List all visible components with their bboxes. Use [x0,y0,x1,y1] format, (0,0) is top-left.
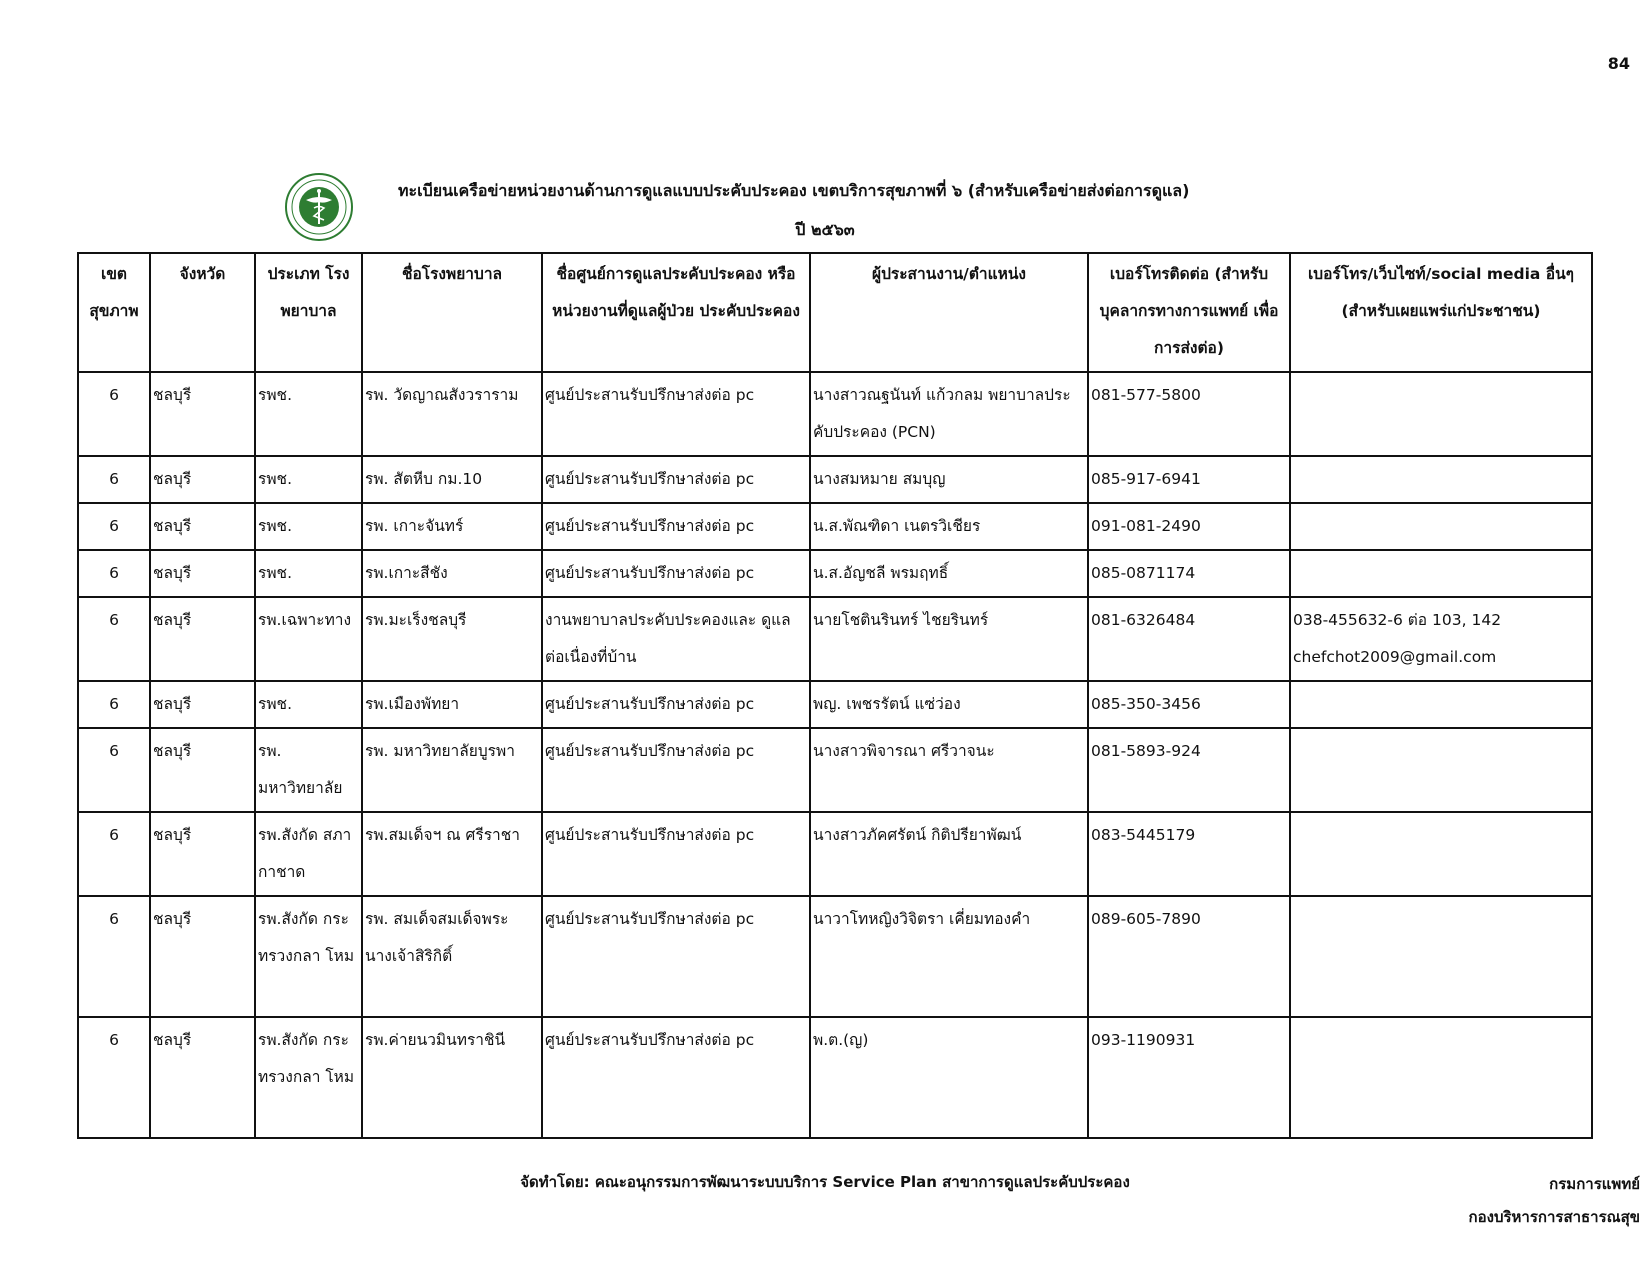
cell-public-contact [1290,896,1592,1017]
cell-hospital-name: รพ. วัดญาณสังวราราม [362,372,542,456]
cell-referral-phone: 091-081-2490 [1088,503,1290,550]
cell-hospital-name: รพ. เกาะจันทร์ [362,503,542,550]
palliative-care-network-table [77,252,1593,1139]
table-row [78,503,1592,550]
cell-referral-phone: 085-350-3456 [1088,681,1290,728]
column-header: ชื่อโรงพยาบาล [362,253,542,372]
table-row [78,597,1592,681]
cell-province: ชลบุรี [150,597,255,681]
column-header: จังหวัด [150,253,255,372]
cell-health-zone: 6 [78,728,150,812]
cell-hospital-type: รพช. [255,550,362,597]
cell-province: ชลบุรี [150,1017,255,1138]
cell-province: ชลบุรี [150,550,255,597]
cell-public-contact [1290,503,1592,550]
cell-hospital-type: รพช. [255,372,362,456]
table-row [78,550,1592,597]
cell-coordinator: น.ส.พัณฑิดา เนตรวิเชียร [810,503,1088,550]
cell-care-center: ศูนย์ประสานรับปรึกษาส่งต่อ pc [542,1017,810,1138]
cell-coordinator: น.ส.อัญชลี พรมฤทธิ์ [810,550,1088,597]
cell-province: ชลบุรี [150,456,255,503]
cell-health-zone: 6 [78,896,150,1017]
cell-public-contact [1290,812,1592,896]
table-header-row [78,253,1592,372]
cell-province: ชลบุรี [150,372,255,456]
cell-public-contact [1290,681,1592,728]
cell-health-zone: 6 [78,1017,150,1138]
cell-care-center: ศูนย์ประสานรับปรึกษาส่งต่อ pc [542,550,810,597]
cell-referral-phone: 083-5445179 [1088,812,1290,896]
cell-hospital-type: รพ.เฉพาะทาง [255,597,362,681]
cell-hospital-name: รพ. สมเด็จสมเด็จพระ นางเจ้าสิริกิติ์ [362,896,542,1017]
column-header: เขต สุขภาพ [78,253,150,372]
cell-hospital-type: รพ.สังกัด สภากาชาด [255,812,362,896]
cell-health-zone: 6 [78,681,150,728]
cell-referral-phone: 081-577-5800 [1088,372,1290,456]
cell-public-contact [1290,728,1592,812]
document-year: ปี ๒๕๖๓ [795,220,855,239]
cell-hospital-type: รพ.สังกัด กระทรวงกลา โหม [255,896,362,1017]
cell-coordinator: นางสาวภัคศรัตน์ กิติปรียาพัฒน์ [810,812,1088,896]
column-header: ประเภท โรงพยาบาล [255,253,362,372]
cell-health-zone: 6 [78,372,150,456]
cell-health-zone: 6 [78,503,150,550]
cell-province: ชลบุรี [150,681,255,728]
document-title: ทะเบียนเครือข่ายหน่วยงานด้านการดูแลแบบประคับประคอง เขตบริการสุขภาพที่ ๖ (สำหรับเครือข่ายส่งต่อการดูแล) [398,181,1190,200]
cell-care-center: งานพยาบาลประคับประคองและ ดูแลต่อเนื่องที่บ้าน [542,597,810,681]
cell-care-center: ศูนย์ประสานรับปรึกษาส่งต่อ pc [542,728,810,812]
cell-hospital-name: รพ.เมืองพัทยา [362,681,542,728]
table-row [78,1017,1592,1138]
cell-care-center: ศูนย์ประสานรับปรึกษาส่งต่อ pc [542,896,810,1017]
page-number: 84 [1607,54,1630,73]
cell-hospital-name: รพ.ค่ายนวมินทราชินี [362,1017,542,1138]
cell-care-center: ศูนย์ประสานรับปรึกษาส่งต่อ pc [542,372,810,456]
cell-hospital-name: รพ. สัตหีบ กม.10 [362,456,542,503]
column-header: เบอร์โทรติดต่อ (สำหรับ บุคลากรทางการแพทย์ เพื่อการส่งต่อ) [1088,253,1290,372]
footer-department: กรมการแพทย์ [1549,1175,1640,1193]
cell-health-zone: 6 [78,812,150,896]
cell-referral-phone: 093-1190931 [1088,1017,1290,1138]
cell-hospital-name: รพ.เกาะสีชัง [362,550,542,597]
cell-referral-phone: 081-5893-924 [1088,728,1290,812]
cell-hospital-type: รพช. [255,456,362,503]
table-row [78,372,1592,456]
cell-public-contact [1290,456,1592,503]
cell-coordinator: นางสมหมาย สมบุญ [810,456,1088,503]
cell-referral-phone: 085-0871174 [1088,550,1290,597]
footer-division: กองบริหารการสาธารณสุข [1468,1208,1640,1226]
cell-care-center: ศูนย์ประสานรับปรึกษาส่งต่อ pc [542,681,810,728]
cell-province: ชลบุรี [150,503,255,550]
cell-referral-phone: 085-917-6941 [1088,456,1290,503]
table-row [78,681,1592,728]
cell-care-center: ศูนย์ประสานรับปรึกษาส่งต่อ pc [542,812,810,896]
cell-coordinator: นางสาวพิจารณา ศรีวาจนะ [810,728,1088,812]
column-header: เบอร์โทร/เว็บไซท์/social media อื่นๆ (สำหรับเผยแพร่แก่ประชาชน) [1290,253,1592,372]
cell-province: ชลบุรี [150,896,255,1017]
cell-care-center: ศูนย์ประสานรับปรึกษาส่งต่อ pc [542,503,810,550]
table-row [78,456,1592,503]
cell-health-zone: 6 [78,550,150,597]
column-header: ชื่อศูนย์การดูแลประคับประคอง หรือ หน่วยงานที่ดูแลผู้ป่วย ประคับประคอง [542,253,810,372]
cell-hospital-type: รพช. [255,681,362,728]
table-row [78,728,1592,812]
cell-hospital-type: รพ.สังกัด กระทรวงกลา โหม [255,1017,362,1138]
cell-care-center: ศูนย์ประสานรับปรึกษาส่งต่อ pc [542,456,810,503]
cell-public-contact: 038-455632-6 ต่อ 103, 142 chefchot2009@gmail.com [1290,597,1592,681]
cell-province: ชลบุรี [150,728,255,812]
cell-coordinator: พ.ต.(ญ) [810,1017,1088,1138]
cell-referral-phone: 089-605-7890 [1088,896,1290,1017]
cell-public-contact [1290,372,1592,456]
cell-hospital-name: รพ.มะเร็งชลบุรี [362,597,542,681]
cell-health-zone: 6 [78,456,150,503]
cell-referral-phone: 081-6326484 [1088,597,1290,681]
table-row [78,896,1592,1017]
cell-public-contact [1290,1017,1592,1138]
column-header: ผู้ประสานงาน/ตำแหน่ง [810,253,1088,372]
cell-hospital-type: รพช. [255,503,362,550]
cell-health-zone: 6 [78,597,150,681]
cell-coordinator: นาวาโทหญิงวิจิตรา เคี่ยมทองคำ [810,896,1088,1017]
cell-hospital-type: รพ. มหาวิทยาลัย [255,728,362,812]
table-row [78,812,1592,896]
cell-coordinator: นายโชตินรินทร์ ไชยรินทร์ [810,597,1088,681]
cell-hospital-name: รพ.สมเด็จฯ ณ ศรีราชา [362,812,542,896]
cell-province: ชลบุรี [150,812,255,896]
cell-public-contact [1290,550,1592,597]
cell-hospital-name: รพ. มหาวิทยาลัยบูรพา [362,728,542,812]
footer-prepared-by: จัดทำโดย: คณะอนุกรรมการพัฒนาระบบบริการ Service Plan สาขาการดูแลประคับประคอง [520,1173,1130,1191]
cell-coordinator: พญ. เพชรรัตน์ แซ่ว่อง [810,681,1088,728]
cell-coordinator: นางสาวณฐนันท์ แก้วกลม พยาบาลประคับประคอง (PCN) [810,372,1088,456]
